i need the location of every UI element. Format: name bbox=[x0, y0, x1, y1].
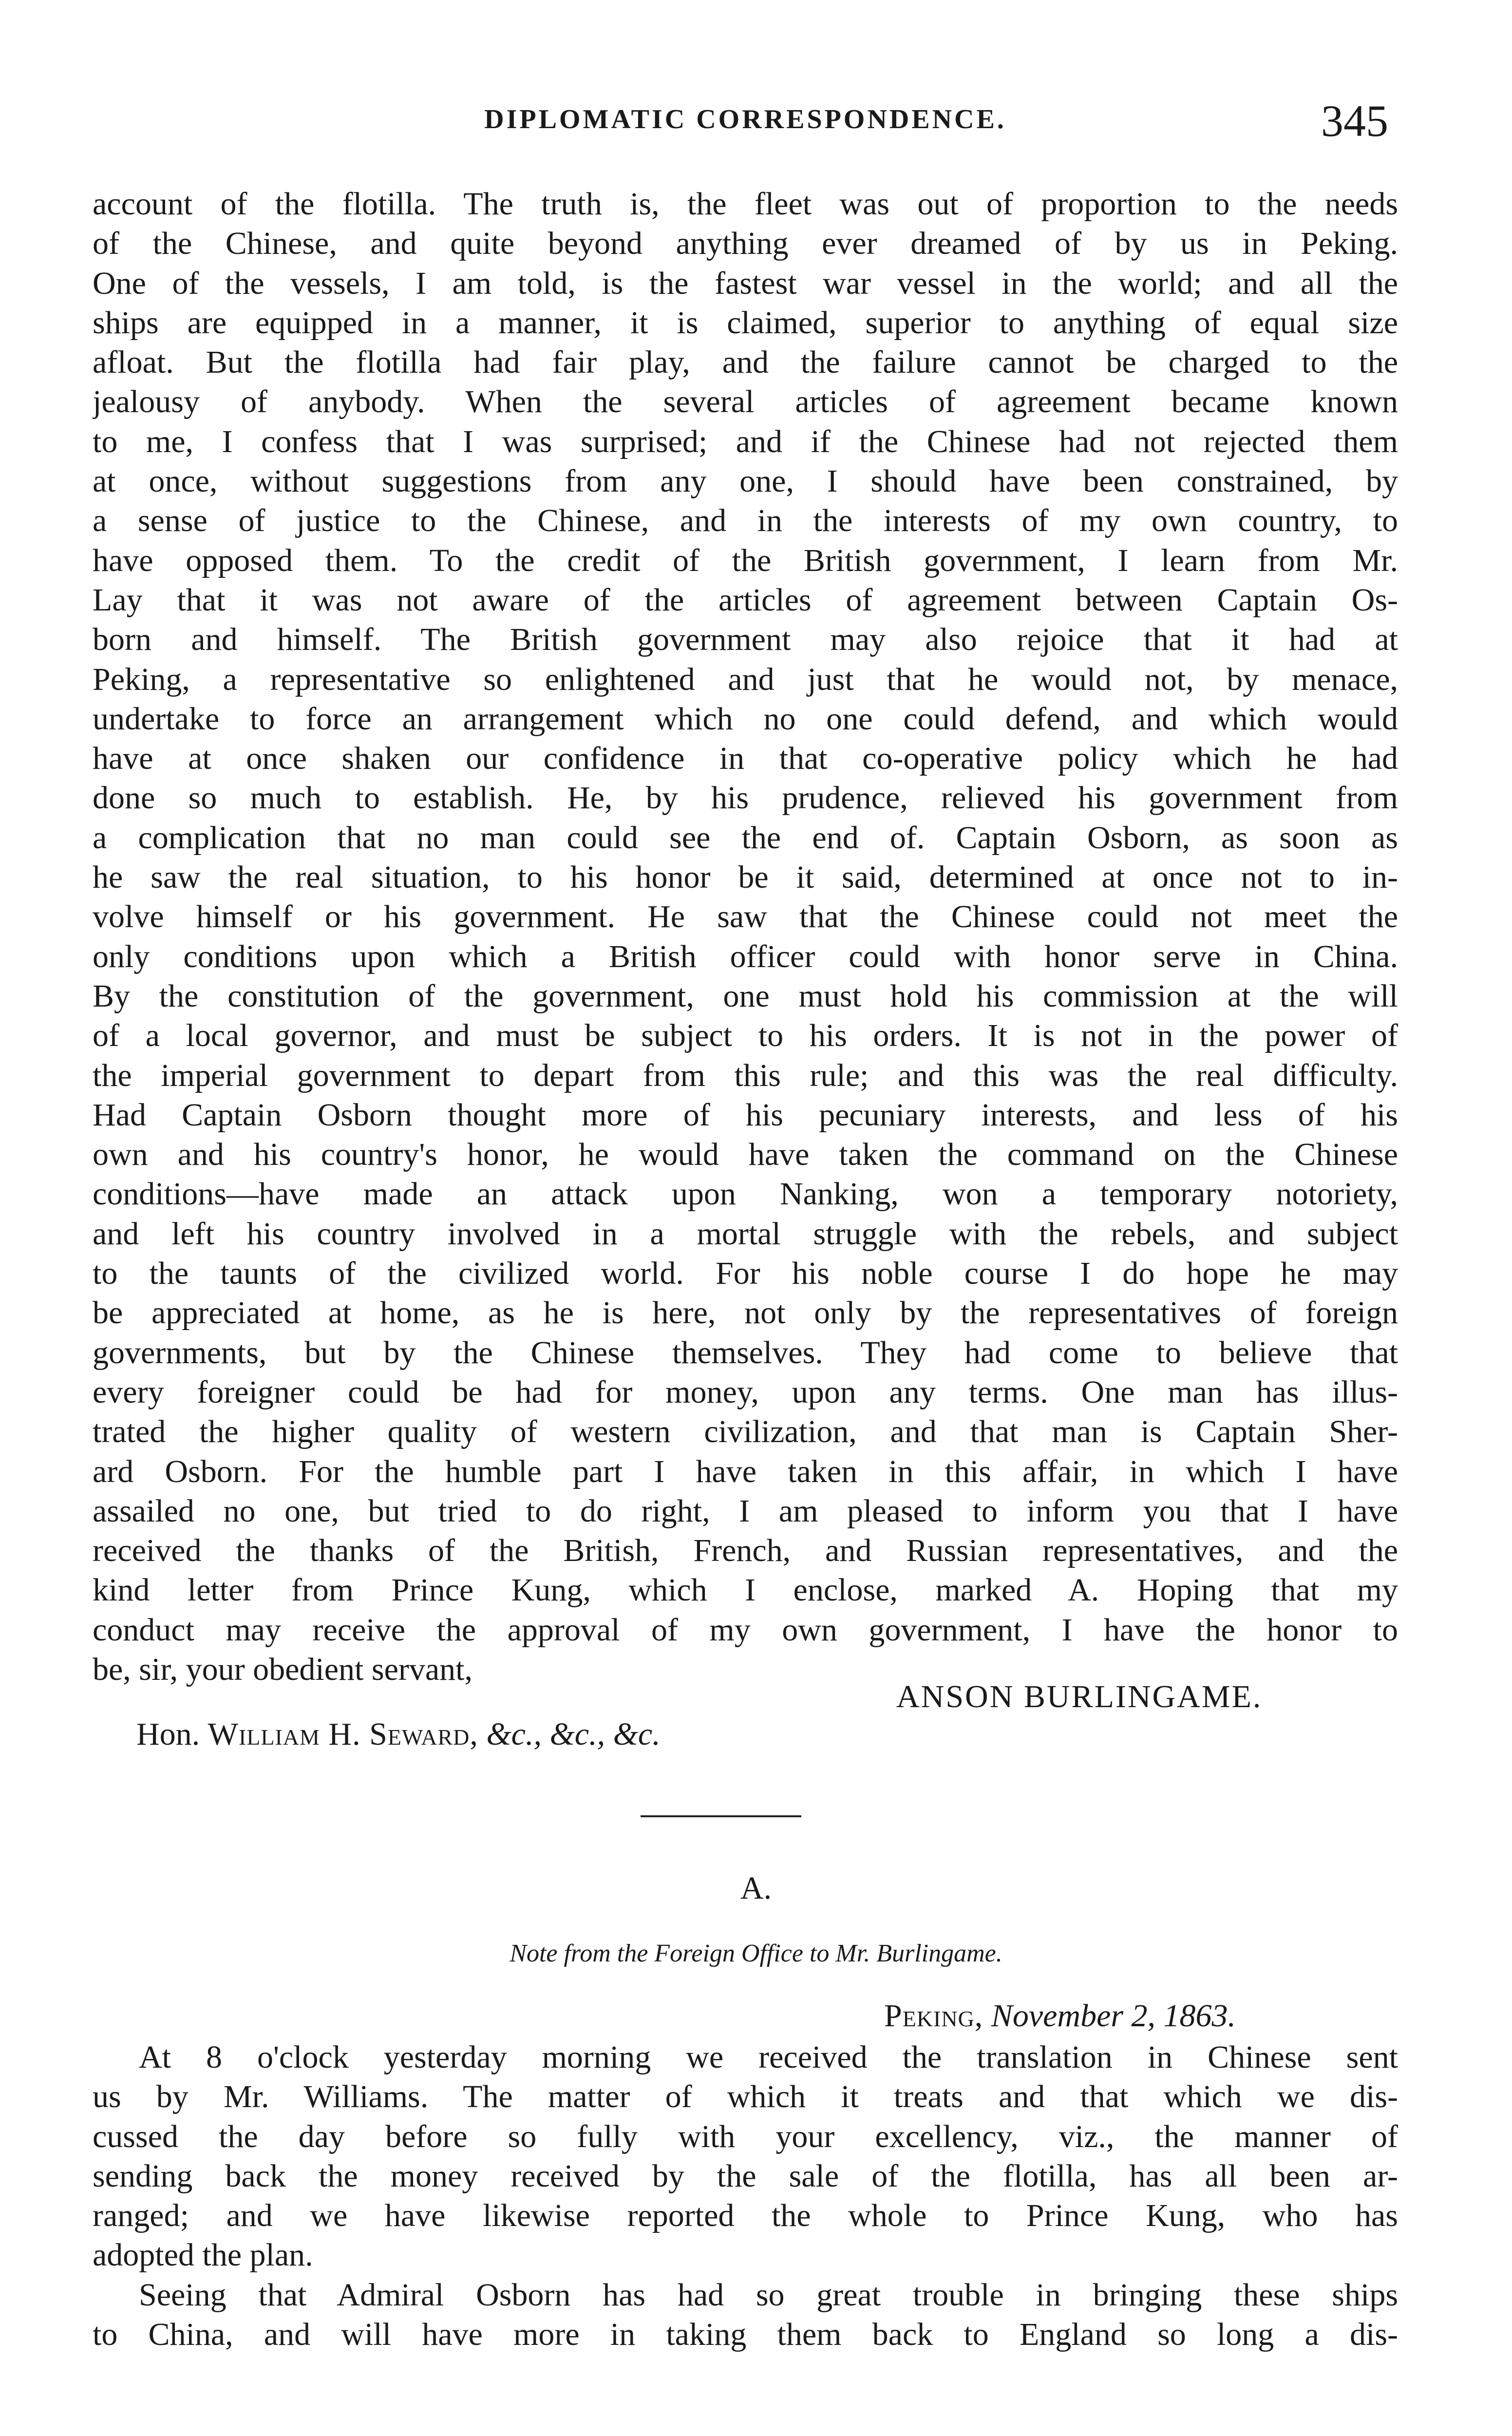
body-line: to the taunts of the civilized world. For his noble course I do hope he may bbox=[93, 1256, 1398, 1292]
dateline-date: November 2, 1863. bbox=[991, 1998, 1236, 2034]
body-line: have opposed them. To the credit of the British government, I learn from Mr. bbox=[93, 542, 1398, 578]
body-line: to me, I confess that I was surprised; and if the Chinese had not rejected them bbox=[93, 423, 1398, 459]
enclosure-line: Seeing that Admiral Osborn has had so great trouble in bringing these ships bbox=[139, 2277, 1398, 2313]
body-line: received the thanks of the British, French, and Russian representatives, and the bbox=[93, 1533, 1398, 1569]
body-line: be appreciated at home, as he is here, not only by the representatives of foreign bbox=[93, 1295, 1398, 1331]
body-line: governments, but by the Chinese themselves. They had come to believe that bbox=[93, 1334, 1398, 1370]
enclosure-line: At 8 o'clock yesterday morning we received the translation in Chinese sent bbox=[139, 2039, 1398, 2075]
enclosure-line: ranged; and we have likewise reported the whole to Prince Kung, who has bbox=[93, 2198, 1398, 2234]
addressee-name: William H. Seward, bbox=[208, 1716, 478, 1752]
body-line: and left his country involved in a mortal struggle with the rebels, and subject bbox=[93, 1216, 1398, 1252]
body-line: of the Chinese, and quite beyond anything ever dreamed of by us in Peking. bbox=[93, 226, 1398, 262]
body-line: undertake to force an arrangement which no one could defend, and which would bbox=[93, 701, 1398, 737]
running-head bbox=[93, 95, 1398, 144]
body-line: only conditions upon which a British officer could with honor serve in China. bbox=[93, 938, 1398, 974]
body-line: own and his country's honor, he would have taken the command on the Chinese bbox=[93, 1137, 1398, 1173]
body-line: done so much to establish. He, by his prudence, relieved his government from bbox=[93, 780, 1398, 816]
body-line: account of the flotilla. The truth is, the fleet was out of proportion to the needs bbox=[93, 186, 1398, 222]
enclosure-letter: A. bbox=[740, 1870, 772, 1906]
body-line: every foreigner could be had for money, upon any terms. One man has illus- bbox=[93, 1374, 1398, 1410]
body-line: ard Osborn. For the humble part I have taken in this affair, in which I have bbox=[93, 1453, 1398, 1489]
enclosure-line: us by Mr. Williams. The matter of which it treats and that which we dis- bbox=[93, 2079, 1398, 2115]
body-line: jealousy of anybody. When the several articles of agreement became known bbox=[93, 384, 1398, 420]
enclosure-line: to China, and will have more in taking them back to England so long a dis- bbox=[93, 2317, 1398, 2353]
body-line: assailed no one, but tried to do right, I am pleased to inform you that I have bbox=[93, 1493, 1398, 1529]
body-line: born and himself. The British government may also rejoice that it had at bbox=[93, 622, 1398, 658]
body-line: One of the vessels, I am told, is the fastest war vessel in the world; and all the bbox=[93, 265, 1398, 301]
page-number: 345 bbox=[1321, 96, 1388, 146]
enclosure-title: Note from the Foreign Office to Mr. Burlingame. bbox=[510, 1940, 1002, 1967]
enclosure-line: adopted the plan. bbox=[93, 2237, 313, 2273]
body-line: a sense of justice to the Chinese, and in the interests of my own country, to bbox=[93, 503, 1398, 539]
signature: ANSON BURLINGAME. bbox=[896, 1679, 1263, 1714]
addressee-honorific: Hon. bbox=[136, 1716, 200, 1752]
addressee bbox=[136, 1716, 661, 1753]
body-line: Lay that it was not aware of the articles of agreement between Captain Os- bbox=[93, 582, 1398, 618]
body-line: conduct may receive the approval of my own government, I have the honor to bbox=[93, 1612, 1398, 1648]
body-line: volve himself or his government. He saw that the Chinese could not meet the bbox=[93, 899, 1398, 935]
dateline-place: Peking, bbox=[884, 1998, 983, 2034]
body-line: trated the higher quality of western civilization, and that man is Captain Sher- bbox=[93, 1414, 1398, 1450]
body-line: at once, without suggestions from any one, I should have been constrained, by bbox=[93, 463, 1398, 499]
body-line: he saw the real situation, to his honor be it said, determined at once not to in- bbox=[93, 859, 1398, 895]
body-line: the imperial government to depart from this rule; and this was the real difficulty. bbox=[93, 1057, 1398, 1093]
addressee-etc: &c., &c., &c. bbox=[486, 1716, 661, 1752]
body-line: kind letter from Prince Kung, which I enclose, marked A. Hoping that my bbox=[93, 1572, 1398, 1608]
body-line: afloat. But the flotilla had fair play, and the failure cannot be charged to the bbox=[93, 344, 1398, 381]
body-line: conditions—have made an attack upon Nanking, won a temporary notoriety, bbox=[93, 1176, 1398, 1212]
body-line: Peking, a representative so enlightened and just that he would not, by menace, bbox=[93, 661, 1398, 697]
enclosure-line: cussed the day before so fully with your excellency, viz., the manner of bbox=[93, 2118, 1398, 2154]
dateline bbox=[884, 1998, 1236, 2035]
letter-body bbox=[93, 184, 1398, 1689]
enclosure-body bbox=[93, 2037, 1398, 2354]
enclosure-line: sending back the money received by the sale of the flotilla, has all been ar- bbox=[93, 2158, 1398, 2194]
body-line: ships are equipped in a manner, it is claimed, superior to anything of equal size bbox=[93, 304, 1398, 341]
body-line: Had Captain Osborn thought more of his pecuniary interests, and less of his bbox=[93, 1097, 1398, 1133]
body-line: By the constitution of the government, one must hold his commission at the will bbox=[93, 978, 1398, 1014]
body-line: be, sir, your obedient servant, bbox=[93, 1651, 472, 1687]
section-divider bbox=[641, 1815, 801, 1817]
running-title: DIPLOMATIC CORRESPONDENCE. bbox=[484, 104, 1006, 134]
body-line: of a local governor, and must be subject to his orders. It is not in the power of bbox=[93, 1018, 1398, 1054]
body-line: have at once shaken our confidence in that co-operative policy which he had bbox=[93, 741, 1398, 777]
body-line: a complication that no man could see the end of. Captain Osborn, as soon as bbox=[93, 819, 1398, 856]
